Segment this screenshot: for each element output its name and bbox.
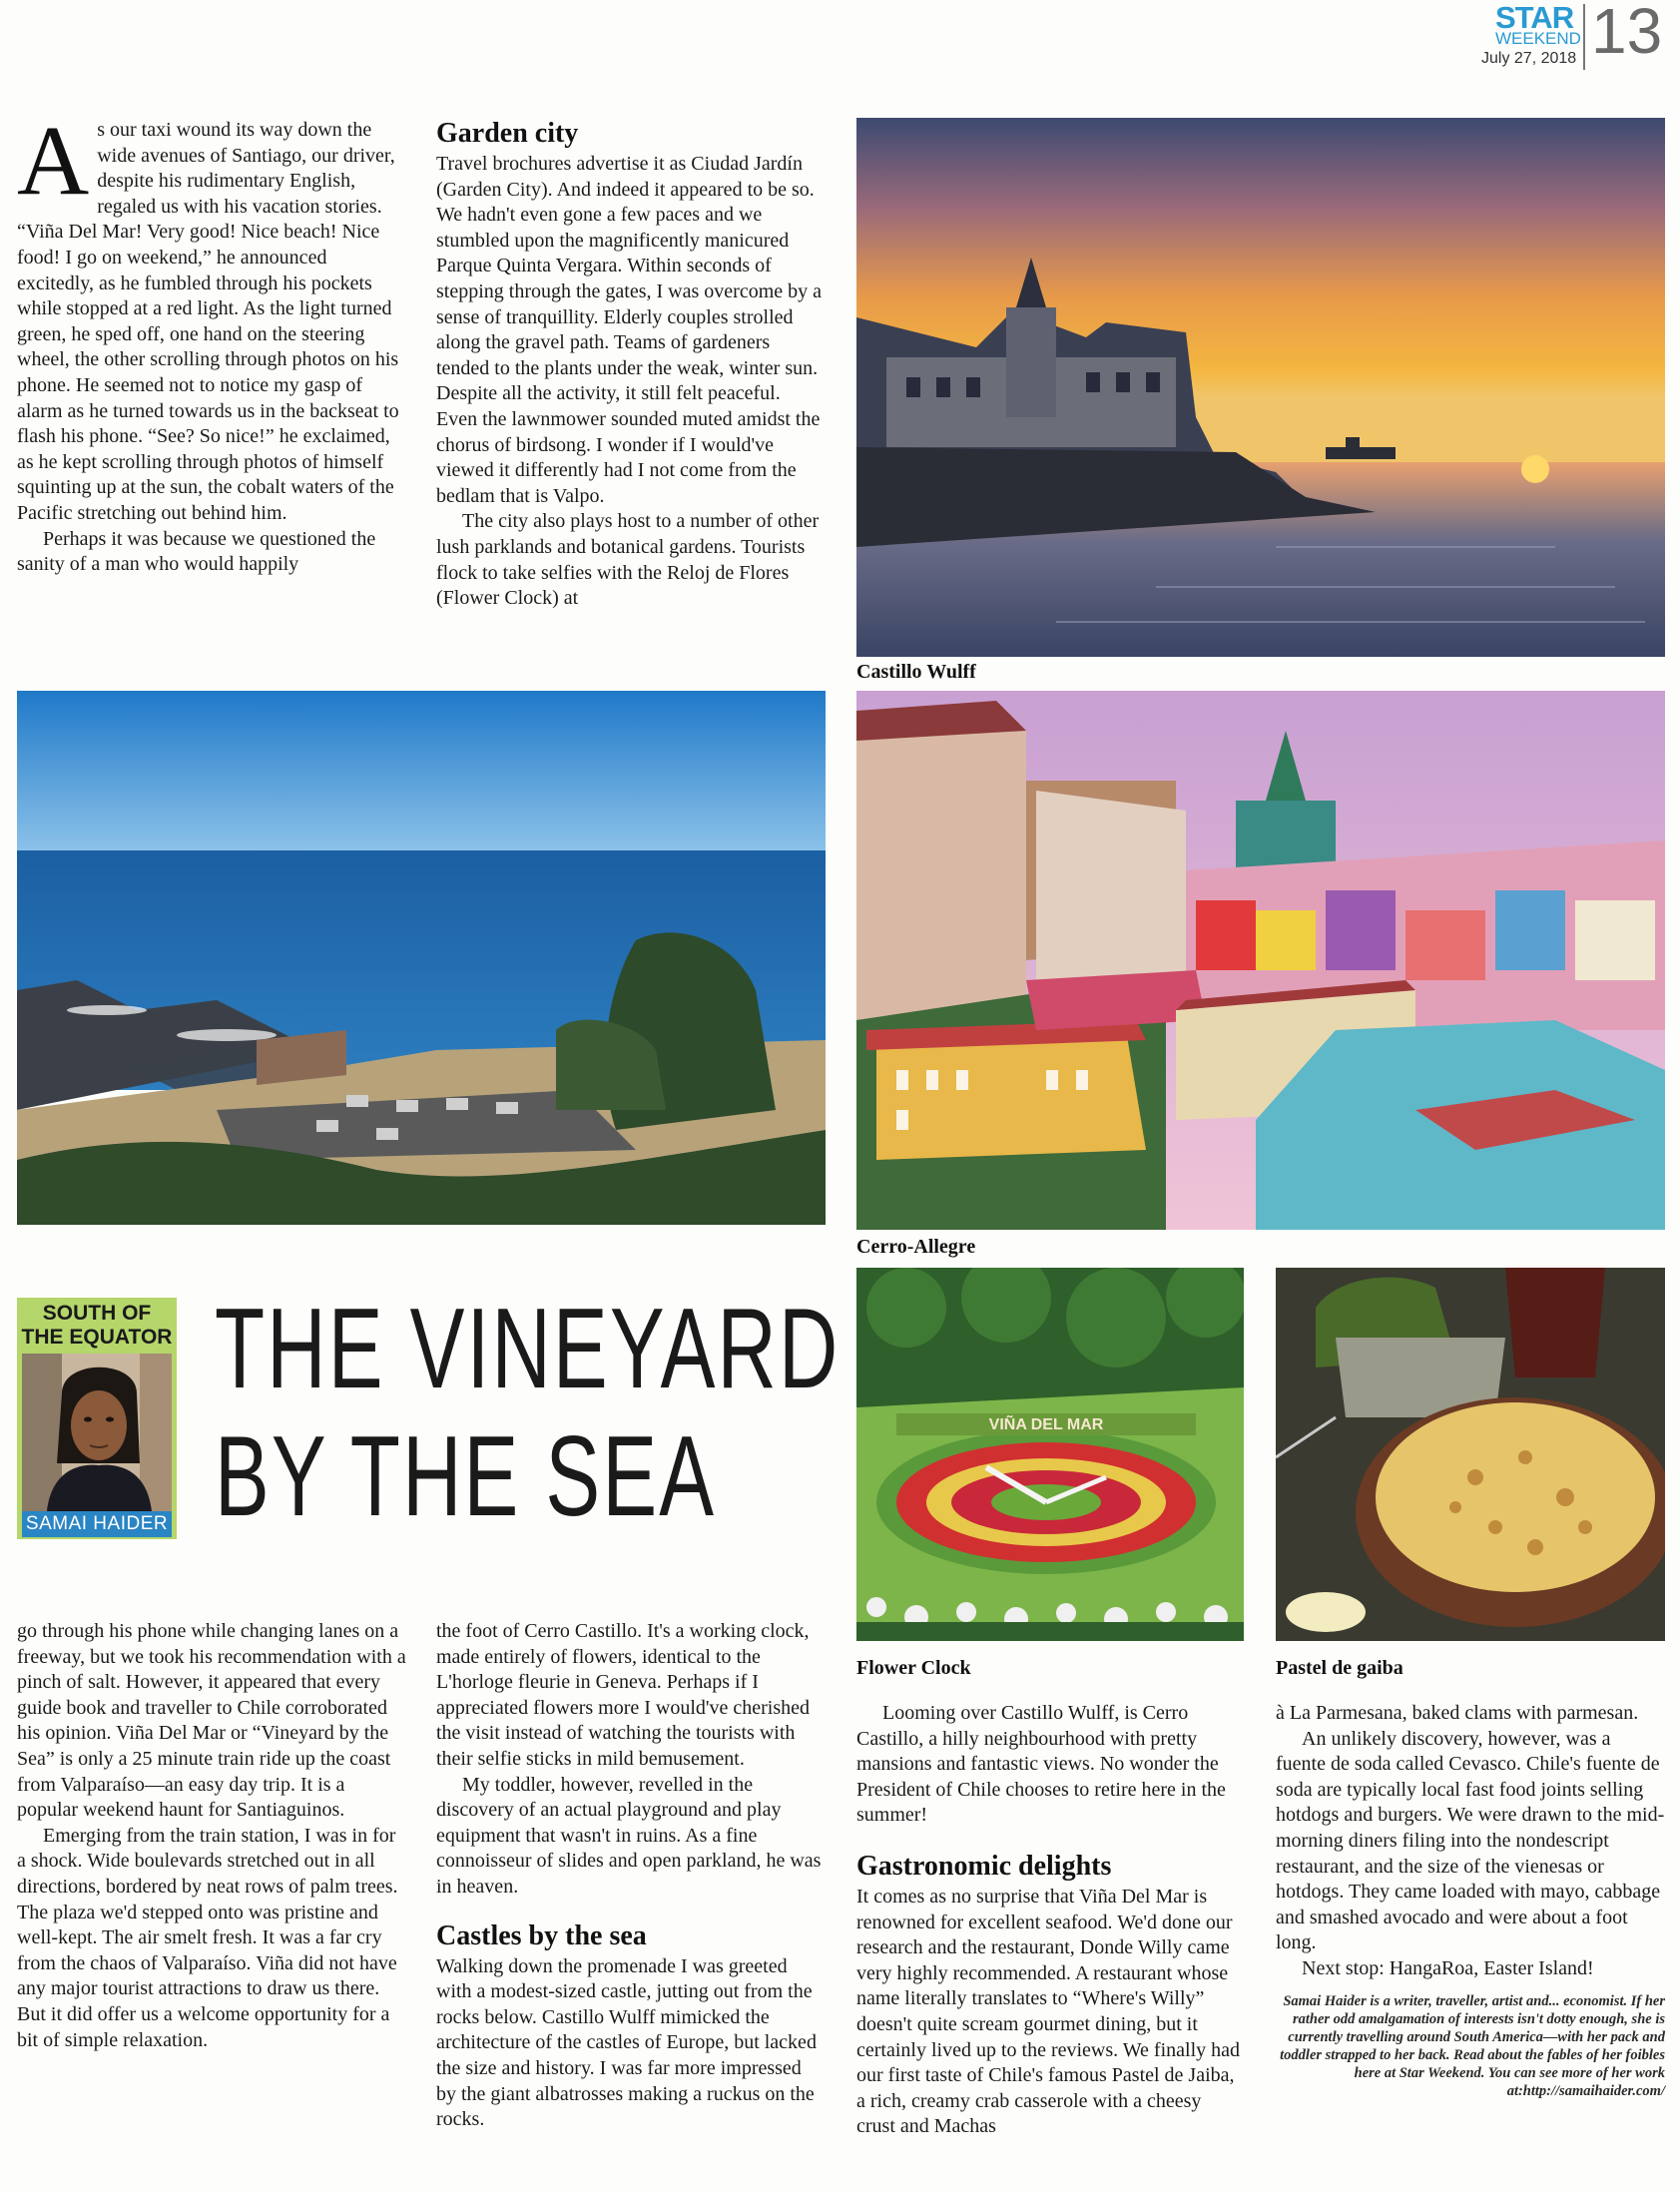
subhead-garden-city: Garden city	[436, 118, 579, 149]
masthead-section: WEEKEND	[1495, 29, 1581, 48]
badge-title-line1: SOUTH OF	[42, 1302, 152, 1325]
article-paragraph: Travel brochures advertise it as Ciudad Jardín (Garden City). And indeed it appeared to be so. We hadn't even gone a few paces and we stumbled upon the magnificently manicured Parque Quinta Vergara. Within seconds of stepping through the gates, I was overcome by a sense of tranquillity. Elderly couples strolled along the gravel path. Teams of gardeners tended to the plants under the weak, winter sun. Despite all the activity, it still felt peaceful. Even the lawnmower sounded muted amidst the chorus of birdsong. I wonder if I would've viewed it differently had I not come from the bedlam that is Valpo.	[436, 153, 823, 507]
subhead-castles: Castles by the sea	[436, 1919, 647, 1951]
article-col1-bottom	[17, 1619, 406, 2053]
article-paragraph: à La Parmesana, baked clams with parmesan.	[1276, 1702, 1639, 1724]
photo-castillo-wulff	[856, 118, 1665, 657]
article-paragraph: An unlikely discovery, however, was a fuente de soda called Cevasco. Chile's fuente de soda are typically local fast food joints selling hotdogs and burgers. We were drawn to the mid-morning diners filing into the nondescript restaurant, and the size of the vienesas or hotdogs. They came loaded with mayo, cabbage and smashed avocado and were about a foot long.	[1276, 1727, 1665, 1954]
headline-line1: THE VINEYARD	[215, 1286, 840, 1412]
article-paragraph: Perhaps it was because we questioned the sanity of a man who would happily	[17, 527, 376, 576]
photo-pastel	[1276, 1268, 1665, 1641]
article-paragraph: The city also plays host to a number of other lush parklands and botanical gardens. Tourists flock to take selfies with the Reloj de Flores (Flower Clock) at	[436, 510, 820, 610]
article-col2-top	[436, 118, 826, 612]
author-name: SAMAI HAIDER	[22, 1511, 172, 1537]
caption-pastel: Pastel de gaiba	[1276, 1657, 1403, 1679]
headline	[215, 1286, 840, 1541]
headline-line2: BY THE SEA	[215, 1413, 717, 1540]
badge-title-line2: THE EQUATOR	[21, 1326, 173, 1349]
article-paragraph: Looming over Castillo Wulff, is Cerro Castillo, a hilly neighbourhood with pretty mansions and fantastic views. No wonder the President of Chile chooses to retire here in the summer!	[856, 1702, 1226, 1827]
author-photo	[22, 1354, 172, 1511]
article-paragraph: My toddler, however, revelled in the discovery of an actual playground and play equipment that wasn't in ruins. As a fine connoisseur of slides and open parkland, he was in heaven.	[436, 1773, 822, 1898]
article-col3-bottom	[856, 1701, 1244, 2140]
photo-flower-clock	[856, 1268, 1244, 1641]
drop-cap: A	[17, 105, 90, 216]
subhead-gastronomic: Gastronomic delights	[856, 1850, 1112, 1882]
article-paragraph: s our taxi wound its way down the wide avenues of Santiago, our driver, despite his rudimentary English, regaled us with his vacation stories. “Viña Del Mar! Very good! Nice beach! Nice food! I go on weekend,” he announced excitedly, as he fumbled through his pockets while stopped at a red light. As the light turned green, he sped off, one hand on the steering wheel, the other scrolling through photos on his phone. He seemed not to notice my gasp of alarm as he turned towards us in the backseat to flash his phone. “See? So nice!” he exclaimed, as he kept scrolling through photos of himself squinting up at the sun, the cobalt waters of the Pacific stretching out behind him.	[17, 119, 399, 524]
page-number: 13	[1591, 0, 1663, 67]
article-col4-bottom	[1276, 1701, 1665, 2100]
flower-clock-sign: VIÑA DEL MAR	[988, 1416, 1104, 1433]
article-paragraph: Next stop: HangaRoa, Easter Island!	[1302, 1956, 1594, 1979]
caption-cerro: Cerro-Allegre	[856, 1236, 976, 1258]
column-badge	[17, 1298, 177, 1539]
article-col1-top	[17, 105, 405, 578]
masthead-divider	[1583, 4, 1585, 70]
article-paragraph: the foot of Cerro Castillo. It's a working clock, made entirely of flowers, identical to the L'horloge fleurie in Geneva. Perhaps if I appreciated flowers more I would've cherished the visit instead of watching the tourists with their selfie sticks in mild bemusement.	[436, 1620, 811, 1770]
caption-castillo: Castillo Wulff	[856, 661, 976, 683]
photo-coastline	[17, 691, 826, 1225]
author-bio: Samai Haider is a writer, traveller, artist and... economist. If her rather odd amalgamation of interests isn't dotty enough, she is currently travelling around South America—with her pack and toddler strapped to her back. Read about the fables of her foibles here at Star Weekend. You can see more of her work at:http://samaihaider.com/	[1280, 1992, 1665, 2099]
caption-clock: Flower Clock	[856, 1657, 971, 1679]
article-paragraph: It comes as no surprise that Viña Del Mar is renowned for excellent seafood. We'd done our research and the restaurant, Donde Willy came very highly recommended. A restaurant whose name literally translates to “Where's Willy” doesn't quite scream gourmet dining, but it certainly lived up to the reviews. We finally had our first taste of Chile's famous Pastel de Jaiba, a rich, creamy crab casserole with a cheesy crust and Machas	[856, 1885, 1241, 2138]
photo-cerro-allegre	[856, 691, 1665, 1230]
article-paragraph: Walking down the promenade I was greeted with a modest-sized castle, jutting out from the rocks below. Castillo Wulff mimicked the architecture of the castles of Europe, but lacked the size and history. I was far more impressed by the giant albatrosses making a ruckus on the rocks.	[436, 1954, 817, 2131]
masthead-brand: STAR	[1495, 0, 1574, 35]
article-col2-bottom	[436, 1619, 826, 2133]
masthead	[1475, 2, 1675, 76]
article-paragraph: Emerging from the train station, I was in for a shock. Wide boulevards stretched out in all directions, bordered by neat rows of palm trees. The plaza we'd stepped onto was pristine and well-kept. The air smelt fresh. It was a far cry from the chaos of Valparaíso. Viña did not have any major tourist attractions to draw us there. But it did offer us a welcome opportunity for a bit of simple relaxation.	[17, 1824, 398, 2051]
article-paragraph: go through his phone while changing lanes on a freeway, but we took his recommendation with a pinch of salt. However, it appeared that every guide book and traveller to Chile corroborated his opinion. Viña Del Mar or “Vineyard by the Sea” is only a 25 minute train ride up the coast from Valparaíso—an easy day trip. It is a popular weekend haunt for Santiaguinos.	[17, 1620, 406, 1822]
masthead-date: July 27, 2018	[1481, 50, 1577, 67]
